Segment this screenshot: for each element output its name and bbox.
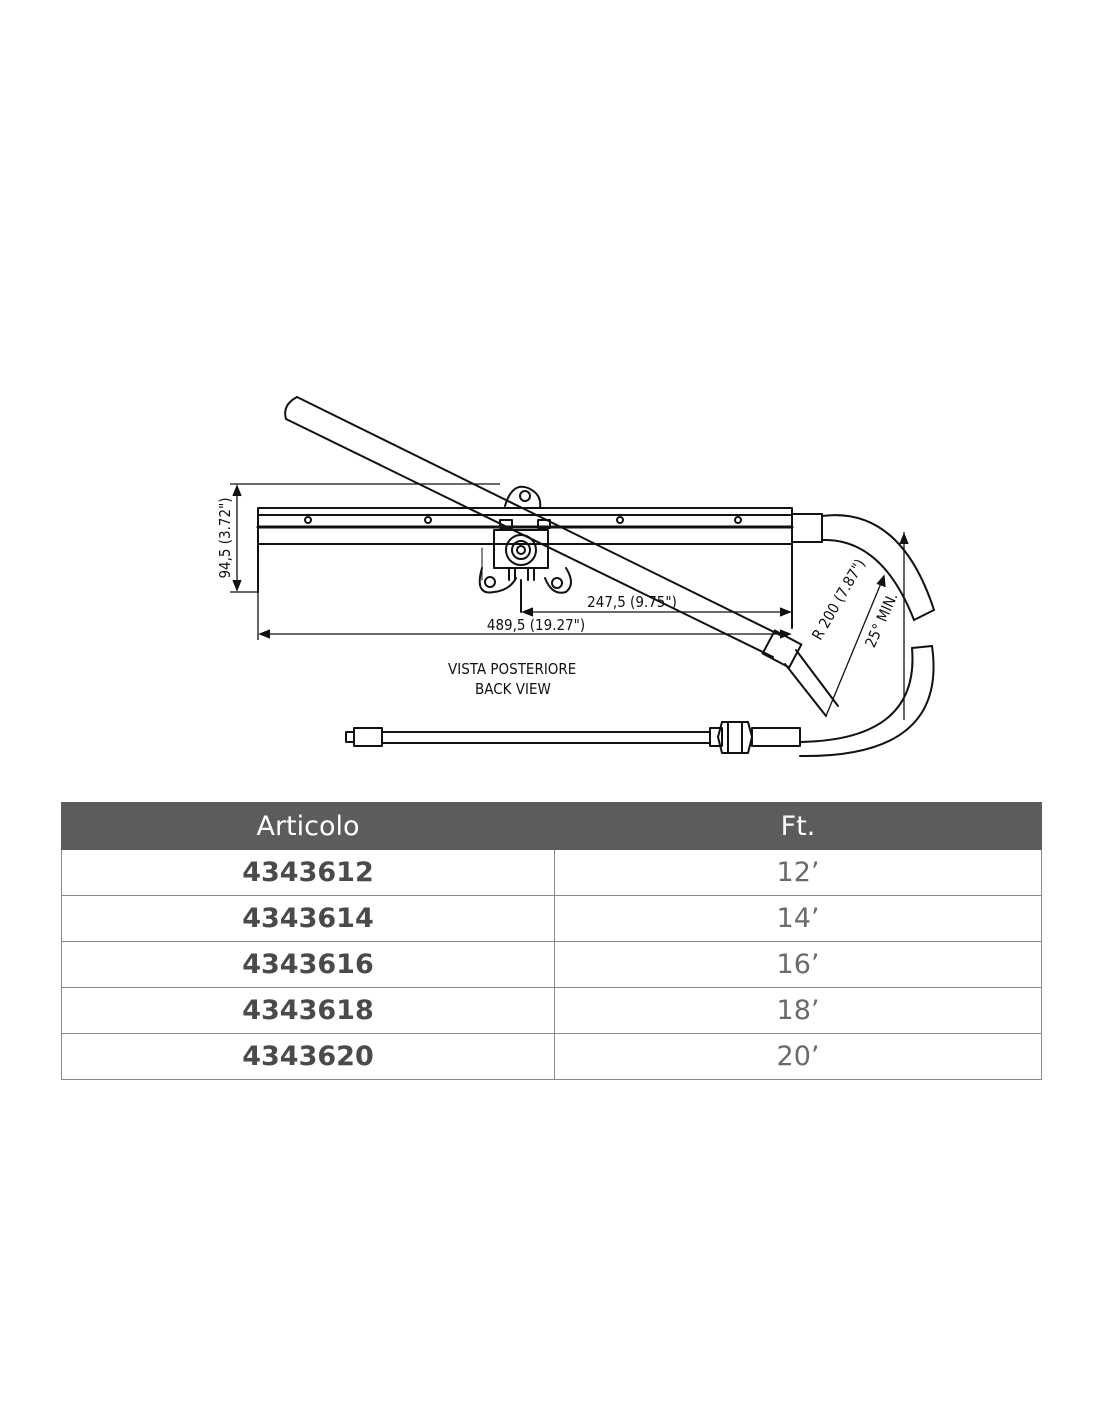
article-code: 4343618 xyxy=(62,988,555,1034)
half-length-dimension-label: 247,5 (9.75") xyxy=(587,593,677,611)
article-code: 4343614 xyxy=(62,896,555,942)
cable-sleeve xyxy=(763,630,838,716)
cable-bottom xyxy=(800,646,934,756)
total-length-dimension-label: 489,5 (19.27") xyxy=(486,616,586,634)
article-length: 12’ xyxy=(555,850,1042,896)
article-code: 4343616 xyxy=(62,942,555,988)
table-row xyxy=(62,942,1042,988)
dimension-radius xyxy=(826,532,908,720)
article-length: 20’ xyxy=(555,1034,1042,1080)
article-length: 18’ xyxy=(555,988,1042,1034)
dimension-height xyxy=(230,484,500,592)
article-length: 16’ xyxy=(555,942,1042,988)
article-code: 4343612 xyxy=(62,850,555,896)
table-row xyxy=(62,1034,1042,1080)
article-length: 14’ xyxy=(555,896,1042,942)
header-feet: Ft. xyxy=(555,803,1042,850)
table-row xyxy=(62,850,1042,896)
push-rod xyxy=(346,722,800,753)
view-label-italian: VISTA POSTERIORE xyxy=(448,660,577,678)
table-row xyxy=(62,896,1042,942)
view-label-english: BACK VIEW xyxy=(475,680,551,698)
table-header-row xyxy=(62,803,1042,850)
header-article: Articolo xyxy=(62,803,555,850)
mounting-flange xyxy=(480,487,571,612)
radius-dimension-label: R 200 (7.87") xyxy=(808,555,870,644)
article-code: 4343620 xyxy=(62,1034,555,1080)
article-table xyxy=(61,802,1042,1080)
height-dimension-label: 94,5 (3.72") xyxy=(216,497,234,579)
angle-dimension-label: 25° MIN. xyxy=(861,589,902,651)
table-row xyxy=(62,988,1042,1034)
